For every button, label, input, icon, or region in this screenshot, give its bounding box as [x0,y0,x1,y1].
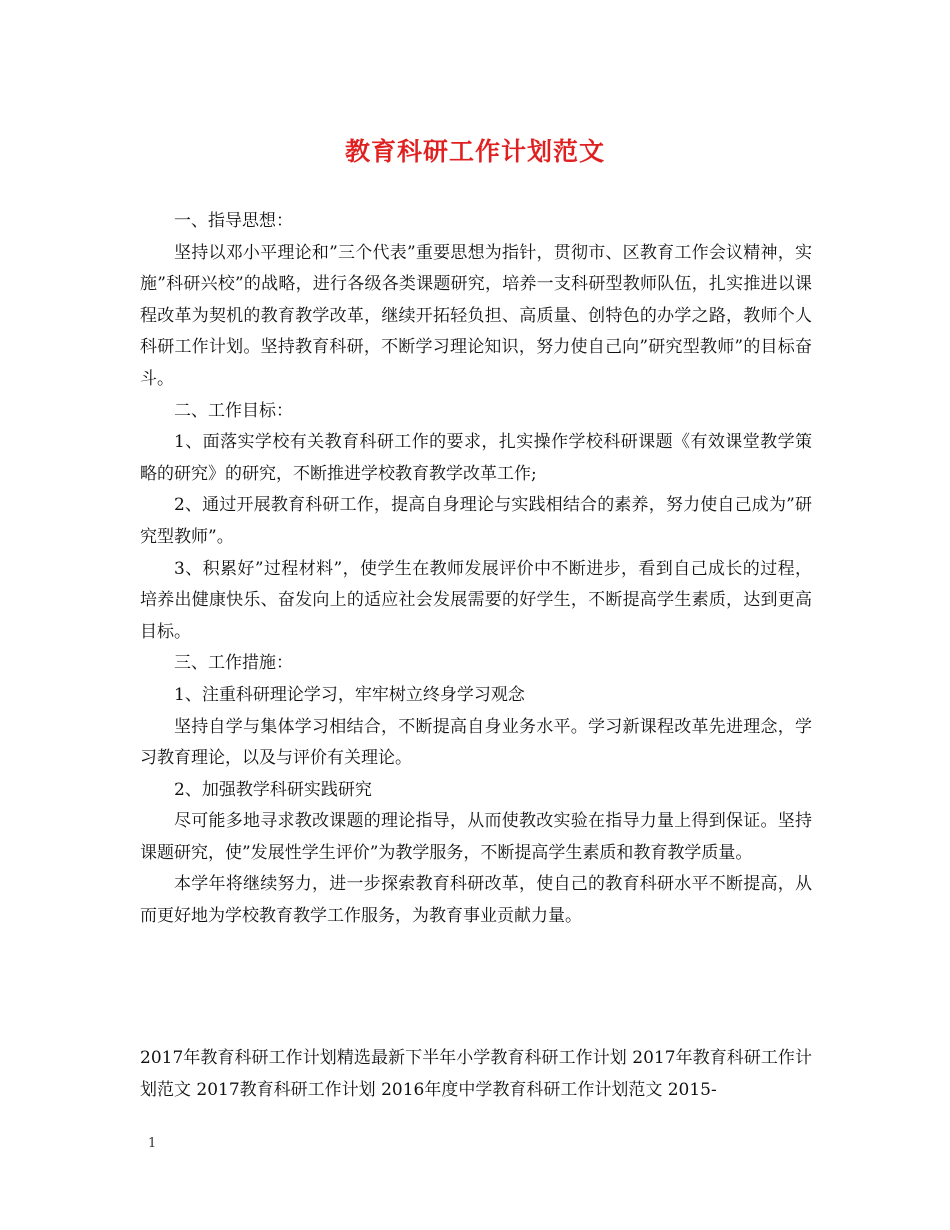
paragraph: 3、积累好”过程材料”，使学生在教师发展评价中不断进步，看到自己成长的过程，培养出健康快乐、奋发向上的适应社会发展需要的好学生，不断提高学生素质，达到更高目标。 [140,558,812,642]
paragraph: 1、面落实学校有关教育科研工作的要求，扎实操作学校科研课题《有效课堂教学策略的研究》的研究，不断推进学校教育教学改革工作; [140,432,812,484]
paragraph: 1、注重科研理论学习，牢牢树立终身学习观念 [174,684,525,705]
section-heading-work-measures: 三、工作措施： [174,653,293,674]
document-title: 教育科研工作计划范文 [344,137,605,166]
page-number: 1 [148,1136,157,1151]
section-heading-guiding-ideology: 一、指导思想： [174,211,293,231]
related-links: 2017年教育科研工作计划精选最新下半年小学教育科研工作计划 2017年教育科研工作计划范文 2017教育科研工作计划 2016年度中学教育科研工作计划范文 2015- [140,1048,812,1100]
paragraph: 坚持以邓小平理论和”三个代表”重要思想为指针，贯彻市、区教育工作会议精神，实施”科研兴校”的战略，进行各级各类课题研究，培养一支科研型教师队伍，扎实推进以课程改革为契机的教育教学改革，继续开拓轻负担、高质量、创特色的办学之路，教师个人科研工作计划。坚持教育科研，不断学习理论知识，努力使自己向”研究型教师”的目标奋斗。 [140,242,812,389]
paragraph: 2、加强教学科研实践研究 [174,779,372,800]
section-heading-work-goals: 二、工作目标： [174,400,293,421]
paragraph: 坚持自学与集体学习相结合，不断提高自身业务水平。学习新课程改革先进理念，学习教育理论，以及与评价有关理论。 [140,716,812,769]
paragraph: 尽可能多地寻求教改课题的理论指导，从而使教改实验在指导力量上得到保证。坚持课题研究，使”发展性学生评价”为教学服务，不断提高学生素质和教育教学质量。 [140,811,812,863]
document-body [140,206,812,933]
paragraph: 本学年将继续努力，进一步探索教育科研改革，使自己的教育科研水平不断提高，从而更好地为学校教育教学工作服务，为教育事业贡献力量。 [140,874,812,927]
paragraph: 2、通过开展教育科研工作，提高自身理论与实践相结合的素养，努力使自己成为”研究型教师”。 [140,495,812,547]
